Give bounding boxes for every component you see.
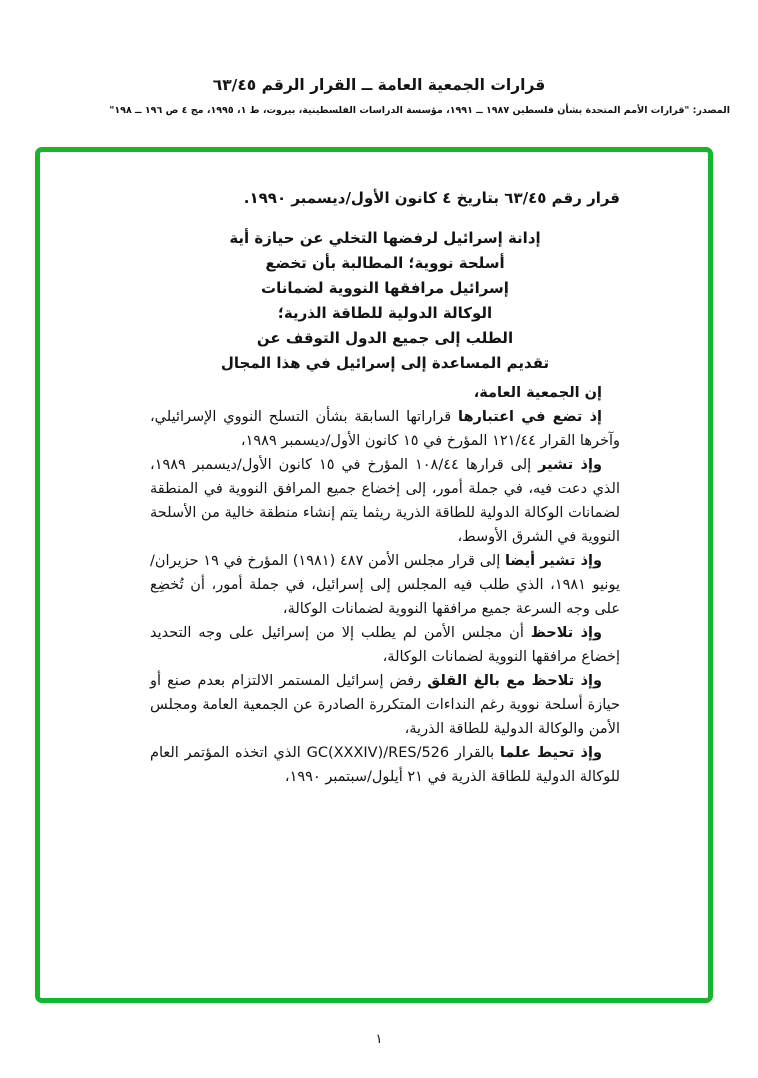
paragraph-text: قراراتها السابقة بشأن التسلح النووي الإسرائيلي، وآخرها القرار ١٢١/٤٤ المؤرخ في ١٥ كانون الأول/ديسمبر ١٩٨٩،	[150, 409, 620, 449]
resolution-heading-line: الطلب إلى جميع الدول التوقف عن	[256, 329, 514, 347]
resolution-heading-line: إسرائيل مرافقها النووية لضمانات	[261, 279, 509, 297]
body-paragraph	[150, 741, 620, 789]
paragraph-lead: وإذ تلاحظ	[530, 625, 602, 641]
paragraph-lead: إن الجمعية العامة،	[473, 385, 602, 401]
paragraph-text: أن مجلس الأمن لم يطلب إلا من إسرائيل على وجه التحديد إخضاع مرافقها النووية لضمانات الوكالة،	[150, 625, 620, 665]
resolution-body	[150, 381, 620, 789]
body-paragraph	[150, 669, 620, 741]
body-paragraph	[150, 381, 620, 405]
resolution-heading-line: تقديم المساعدة إلى إسرائيل في هذا المجال	[220, 354, 550, 372]
resolution-heading-line: إدانة إسرائيل لرفضها التخلي عن حيازة أية	[229, 229, 541, 247]
document-header-title: قرارات الجمعية العامة ــ القرار الرقم ٦٣/٤٥	[212, 76, 546, 94]
paragraph-lead: وإذ تلاحظ مع بالغ القلق	[427, 673, 602, 689]
source-citation: المصدر: "قرارات الأمم المتحدة بشأن فلسطين ١٩٨٧ ــ ١٩٩١، مؤسسة الدراسات الفلسطينية، بيروت، ط ١، ١٩٩٥، مج ٤ ص ١٩٦ ــ ١٩٨"	[109, 105, 730, 116]
paragraph-lead: إذ تضع في اعتبارها	[458, 409, 602, 425]
body-paragraph	[150, 405, 620, 453]
resolution-title: قرار رقم ٦٣/٤٥ بتاريخ ٤ كانون الأول/ديسمبر ١٩٩٠.	[243, 189, 620, 207]
page-number: ١	[375, 1032, 383, 1047]
resolution-heading-line: أسلحة نووية؛ المطالبة بأن تخضع	[265, 254, 505, 272]
resolution-heading-line: الوكالة الدولية للطاقة الذرية؛	[277, 304, 493, 322]
paragraph-text: إلى قرارها ١٠٨/٤٤ المؤرخ في ١٥ كانون الأول/ديسمبر ١٩٨٩، الذي دعت فيه، في جملة أمور، إلى إخضاع جميع المرافق النووية في المنطقة لضمانات الوكالة الدولية للطاقة الذرية ريثما يتم إنشاء منطقة خالية من الأسلحة النووية في الشرق الأوسط،	[150, 457, 620, 545]
resolution-heading	[150, 226, 620, 376]
body-paragraph	[150, 549, 620, 621]
paragraph-text: إلى قرار مجلس الأمن ٤٨٧ (١٩٨١) المؤرخ في ١٩ حزيران/يونيو ١٩٨١، الذي طلب فيه المجلس إلى إسرائيل، في جملة أمور، أن تُخضِع على وجه السرعة جميع مرافقها النووية لضمانات الوكالة،	[150, 553, 620, 617]
paragraph-lead: وإذ تشير	[538, 457, 602, 473]
body-paragraph	[150, 453, 620, 549]
paragraph-text: بالقرار GC(XXXIV)/RES/526 الذي اتخذه المؤتمر العام للوكالة الدولية للطاقة الذرية في ٢١ أيلول/سبتمبر ١٩٩٠،	[150, 745, 620, 785]
paragraph-lead: وإذ تحيط علما	[499, 745, 602, 761]
resolution-content	[150, 187, 620, 789]
paragraph-lead: وإذ تشير أيضا	[504, 553, 603, 569]
paragraph-text: رفض إسرائيل المستمر الالتزام بعدم صنع أو حيازة أسلحة نووية رغم النداءات المتكررة الصادرة عن الجمعية العامة ومجلس الأمن والوكالة الدولية للطاقة الذرية،	[150, 673, 620, 737]
body-paragraph	[150, 621, 620, 669]
